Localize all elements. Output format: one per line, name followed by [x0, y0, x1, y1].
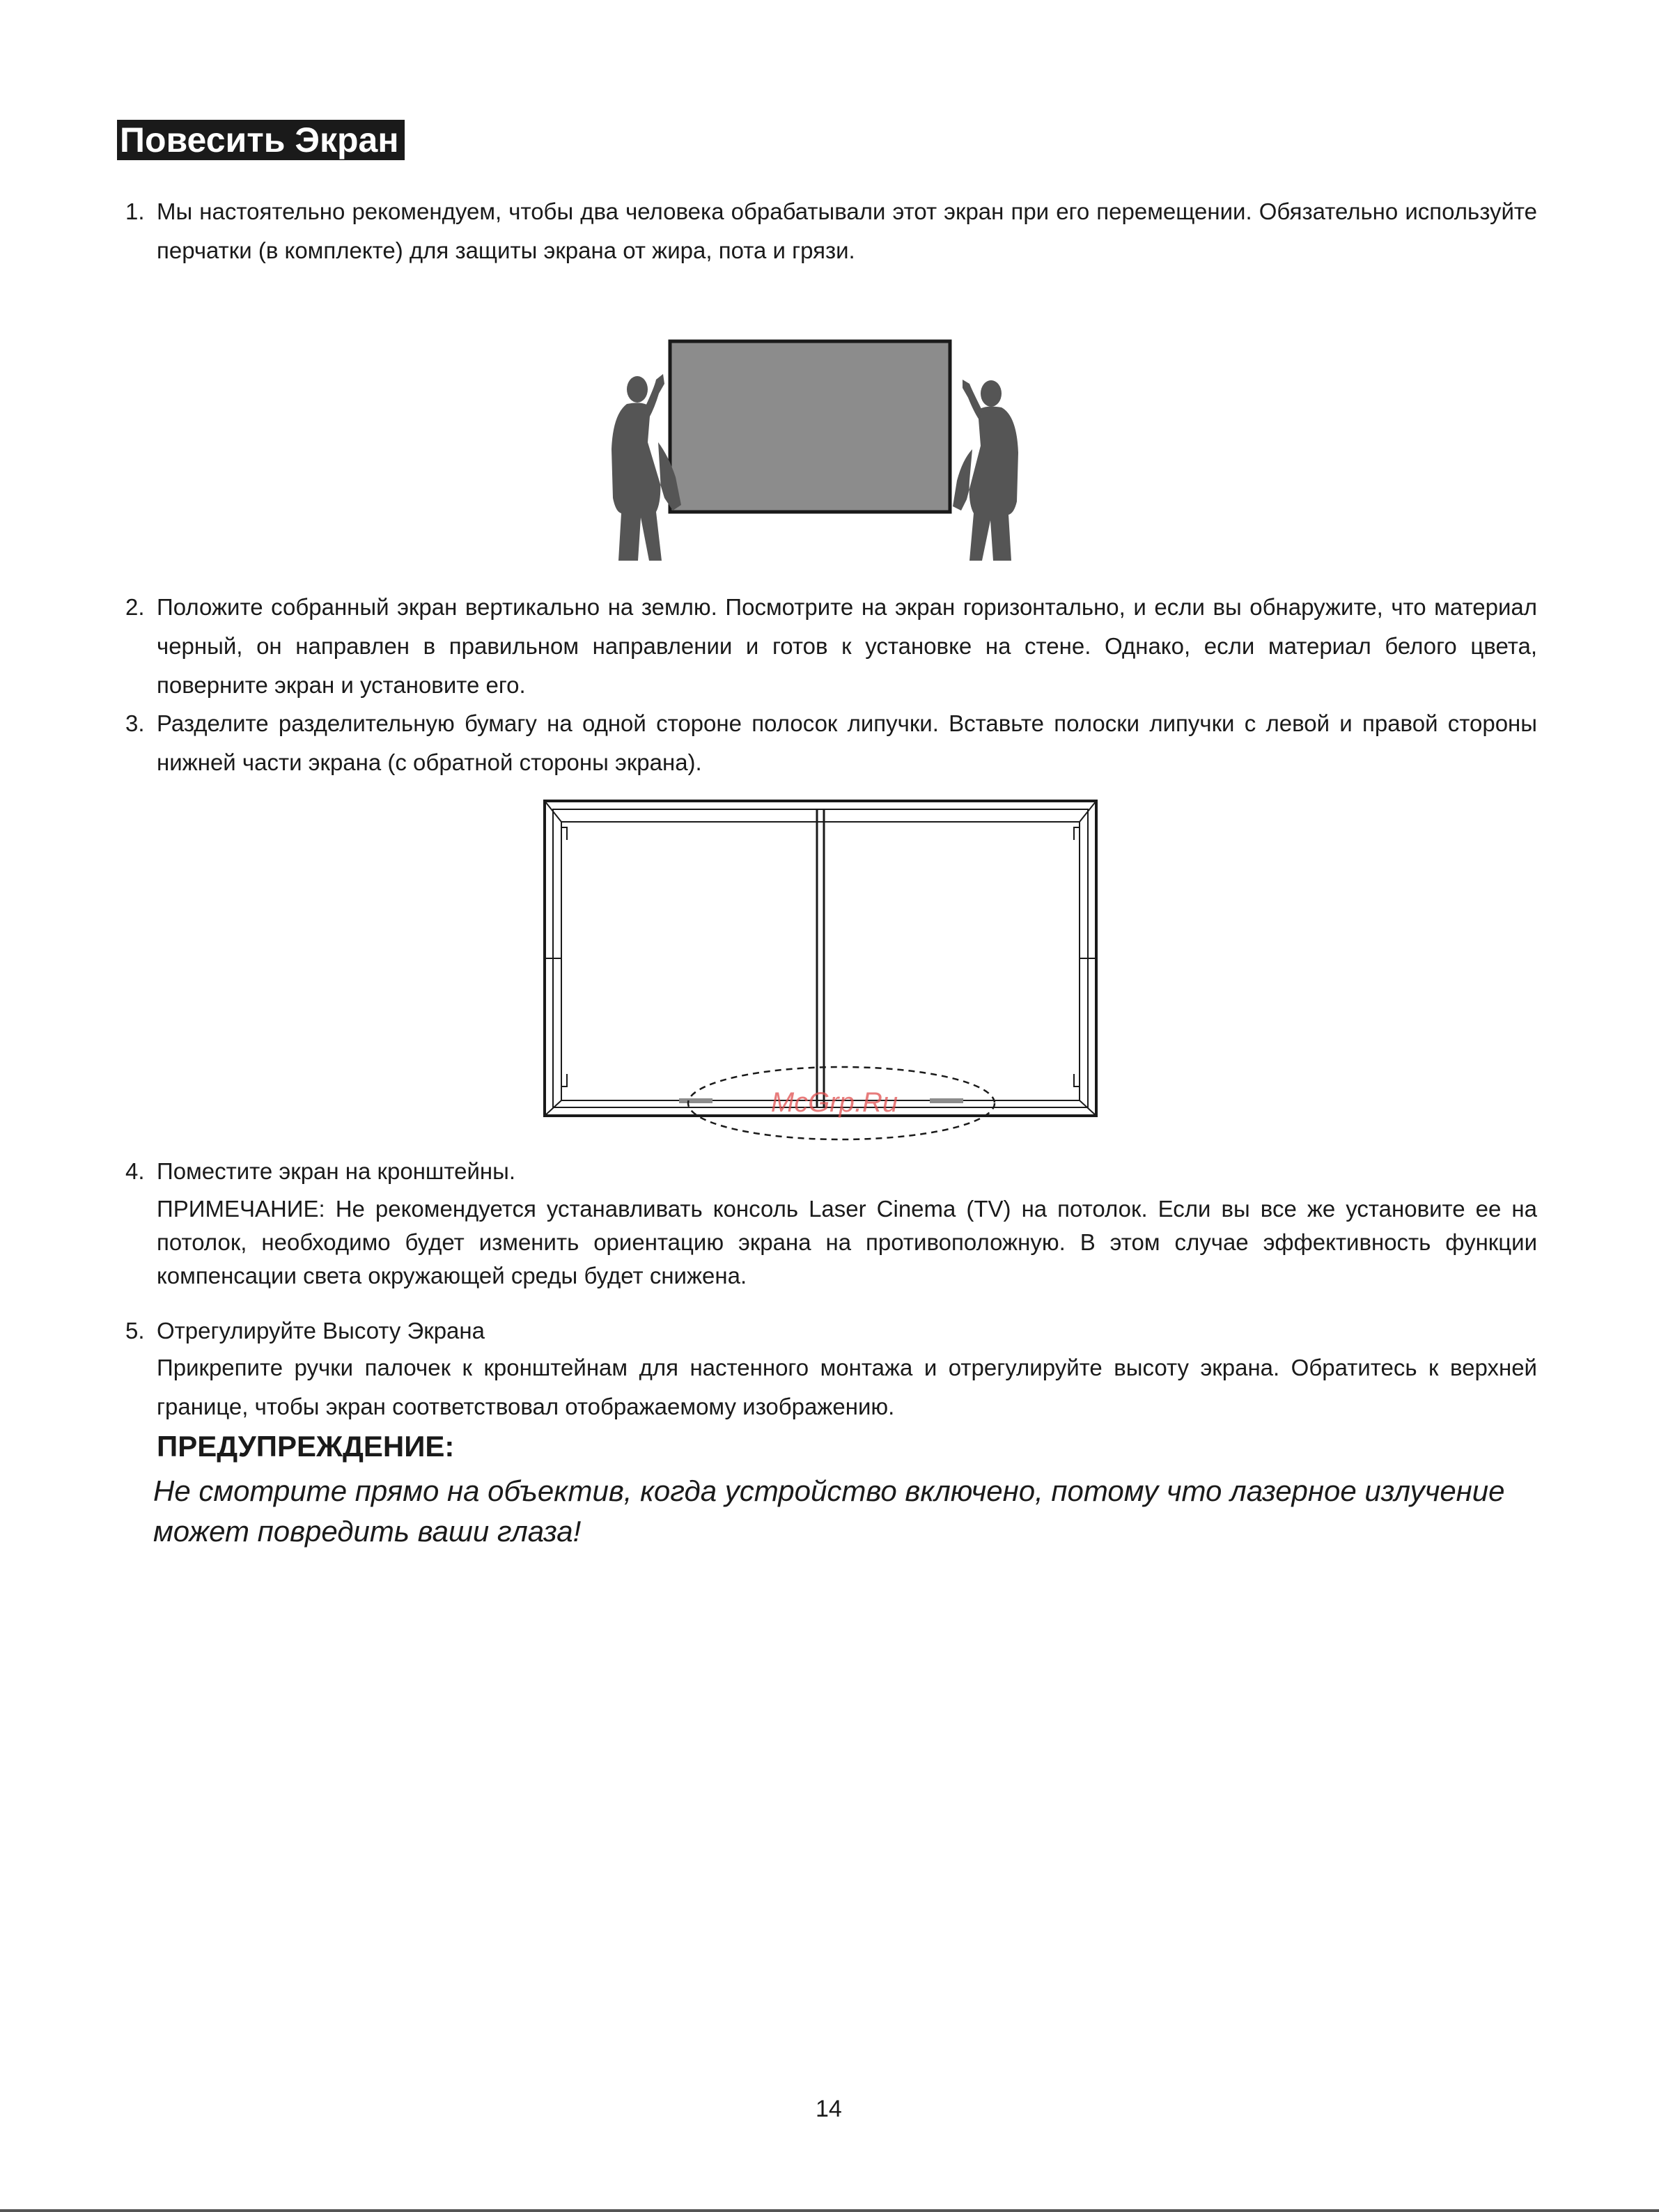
- page-number: 14: [816, 2096, 842, 2122]
- watermark: McGrp.Ru: [770, 1087, 898, 1118]
- step-4-number: 4.: [125, 1158, 145, 1184]
- warning-text: Не смотрите прямо на объектив, когда устройство включено, потому что лазерное излучение может повредить ваши глаза!: [153, 1474, 1505, 1548]
- step-5-text: Прикрепите ручки палочек к кронштейнам для настенного монтажа и отрегулируйте высоту экрана. Обратитесь к верхней границе, чтобы экран соответствовал отображаемому изображению.: [157, 1355, 1537, 1419]
- person-right-figure: [953, 380, 1018, 561]
- two-people-holding-screen-illustration: [606, 338, 1024, 561]
- step-3-number: 3.: [125, 710, 145, 736]
- screen-frame-back-diagram: [536, 794, 1107, 1142]
- bottom-rule: [0, 2209, 1659, 2212]
- velcro-strip-right: [930, 1098, 963, 1103]
- step-4-text: Поместите экран на кронштейны.: [157, 1158, 516, 1184]
- step-5-number: 5.: [125, 1318, 145, 1343]
- screen-panel: [670, 341, 950, 512]
- step-1-number: 1.: [125, 198, 145, 224]
- inner-frame: [553, 809, 1088, 1107]
- fabric-edge: [561, 822, 1080, 1100]
- outer-frame: [545, 801, 1096, 1116]
- step-3-text: Разделите разделительную бумагу на одной стороне полосок липучки. Вставьте полоски липучки с левой и правой стороны нижней части экрана (с обратной стороны экрана).: [157, 710, 1537, 775]
- step-1-text: Мы настоятельно рекомендуем, чтобы два человека обрабатывали этот экран при его перемещении. Обязательно используйте перчатки (в комплекте) для защиты экрана от жира, пота и грязи.: [157, 198, 1537, 263]
- warning-title: ПРЕДУПРЕЖДЕНИЕ:: [157, 1430, 455, 1463]
- step-4-note: ПРИМЕЧАНИЕ: Не рекомендуется устанавливать консоль Laser Cinema (TV) на потолок. Если вы все же установите ее на потолок, необходимо будет изменить ориентацию экрана на противоположную. В этом случае эффективность функции компенсации света окружающей среды будет снижена.: [157, 1196, 1537, 1288]
- step-2-number: 2.: [125, 594, 145, 620]
- step-5-title: Отрегулируйте Высоту Экрана: [157, 1318, 485, 1343]
- page-title: Повесить Экран: [117, 120, 405, 160]
- step-2-text: Положите собранный экран вертикально на землю. Посмотрите на экран горизонтально, и если вы обнаружите, что материал черный, он направлен в правильном направлении и готов к установке на стене. Однако, если материал белого цвета, поверните экран и установите его.: [157, 594, 1537, 698]
- velcro-strip-left: [679, 1098, 712, 1103]
